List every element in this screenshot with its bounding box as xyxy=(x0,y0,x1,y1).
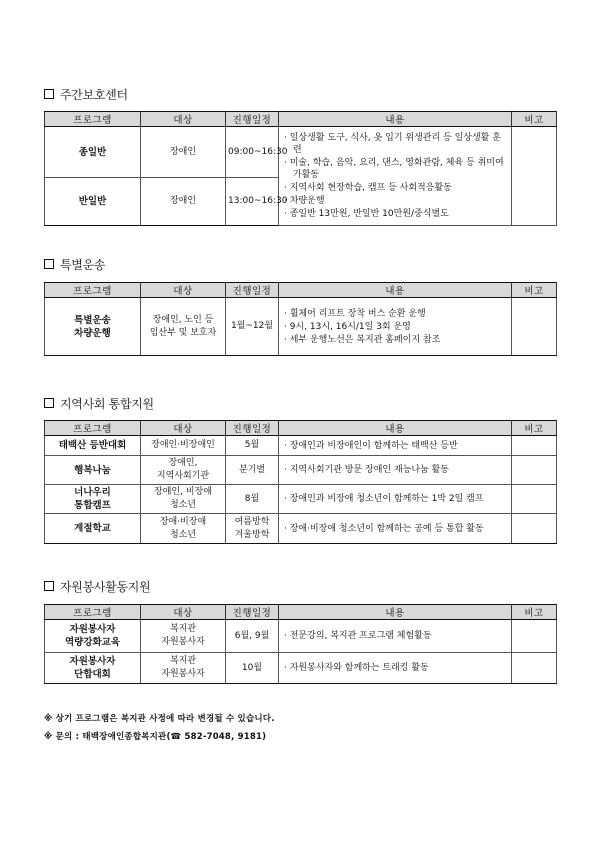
content-item: · 휠체어 리프트 장착 버스 순환 운행 xyxy=(284,308,509,320)
remarks-cell xyxy=(512,456,557,485)
content-cell xyxy=(279,127,512,226)
header-schedule: 진행일정 xyxy=(226,112,279,127)
content-item: · 종일반 13만원, 반일반 10만원/중식별도 xyxy=(284,208,509,220)
content-item: · 장애인과 비장애 청소년이 함께하는 1박 2일 캠프 xyxy=(284,493,509,505)
remarks-cell xyxy=(512,514,557,544)
schedule-cell: 1월~12월 xyxy=(226,298,279,356)
table-row xyxy=(45,485,557,514)
section-title-day-care: 주간보호센터 xyxy=(44,86,128,103)
table-row xyxy=(45,514,557,544)
content-item: · 지역사회기관 방문 장애인 재능나눔 활동 xyxy=(284,464,509,476)
schedule-cell: 여름방학 겨울방학 xyxy=(226,514,279,544)
schedule-cell: 6월, 9월 xyxy=(226,620,279,653)
footnote-contact: ※ 문의 : 태백장애인종합복지관(☎ 582-7048, 9181) xyxy=(44,732,267,742)
section-title-community-support: 지역사회 통합지원 xyxy=(44,395,154,412)
remarks-cell xyxy=(512,127,557,226)
content-item: · 전문강의, 복지관 프로그램 체험활동 xyxy=(284,630,509,642)
content-cell xyxy=(279,456,512,485)
program-cell: 태백산 등반대회 xyxy=(45,436,141,456)
header-remarks: 비고 xyxy=(512,283,557,298)
schedule-cell: 5월 xyxy=(226,436,279,456)
remarks-cell xyxy=(512,485,557,514)
header-target: 대상 xyxy=(141,605,226,620)
checkbox-square-icon xyxy=(44,89,54,99)
target-cell: 장애인 xyxy=(141,178,226,226)
program-cell: 행복나눔 xyxy=(45,456,141,485)
header-schedule: 진행일정 xyxy=(226,605,279,620)
header-schedule: 진행일정 xyxy=(226,421,279,436)
table-row xyxy=(45,456,557,485)
content-cell xyxy=(279,436,512,456)
content-cell xyxy=(279,620,512,653)
special-transport-table xyxy=(44,282,557,356)
volunteer-support-table xyxy=(44,604,557,684)
header-remarks: 비고 xyxy=(512,112,557,127)
header-content: 내용 xyxy=(279,112,512,127)
content-cell xyxy=(279,653,512,684)
target-cell: 장애인 xyxy=(141,127,226,178)
header-content: 내용 xyxy=(279,283,512,298)
content-item: · 미술, 학습, 음악, 요리, 댄스, 영화관람, 체육 등 취미여가활동 xyxy=(284,157,509,181)
table-row xyxy=(45,298,557,356)
header-program: 프로그램 xyxy=(45,421,141,436)
target-cell: 복지관 자원봉사자 xyxy=(141,620,226,653)
checkbox-square-icon xyxy=(44,259,54,269)
header-target: 대상 xyxy=(141,283,226,298)
footnotes xyxy=(44,710,275,746)
schedule-cell: 13:00~16:30 xyxy=(226,178,279,226)
target-cell: 복지관 자원봉사자 xyxy=(141,653,226,684)
table-row xyxy=(45,653,557,684)
content-item: · 지역사회 현장학습, 캠프 등 사회적응활동 xyxy=(284,182,509,194)
target-cell: 장애인, 노인 등 임산부 및 보호자 xyxy=(141,298,226,356)
header-remarks: 비고 xyxy=(512,421,557,436)
checkbox-square-icon xyxy=(44,398,54,408)
schedule-cell: 09:00~16:30 xyxy=(226,127,279,178)
table-row xyxy=(45,436,557,456)
header-program: 프로그램 xyxy=(45,283,141,298)
target-cell: 장애인, 비장애 청소년 xyxy=(141,485,226,514)
content-item: · 자원봉사자와 함께하는 트래킹 활동 xyxy=(284,662,509,674)
table-header-row xyxy=(45,283,557,298)
content-item: · 일상생활 도구, 식사, 옷 입기 위생관리 등 일상생활 훈련 xyxy=(284,132,509,156)
header-target: 대상 xyxy=(141,421,226,436)
day-care-table xyxy=(44,111,557,226)
program-cell: 너나우리 통합캠프 xyxy=(45,485,141,514)
header-target: 대상 xyxy=(141,112,226,127)
table-row xyxy=(45,127,557,178)
program-cell: 종일반 xyxy=(45,127,141,178)
section-title-volunteer-support: 자원봉사활동지원 xyxy=(44,578,150,595)
header-program: 프로그램 xyxy=(45,605,141,620)
content-item: · 9시, 13시, 16시/1일 3회 운영 xyxy=(284,321,509,333)
program-cell: 특별운송 차량운행 xyxy=(45,298,141,356)
program-cell: 반일반 xyxy=(45,178,141,226)
remarks-cell xyxy=(512,436,557,456)
target-cell: 장애·비장애 청소년 xyxy=(141,514,226,544)
header-schedule: 진행일정 xyxy=(226,283,279,298)
schedule-cell: 8월 xyxy=(226,485,279,514)
remarks-cell xyxy=(512,653,557,684)
program-cell: 자원봉사자 역량강화교육 xyxy=(45,620,141,653)
checkbox-square-icon xyxy=(44,581,54,591)
schedule-cell: 분기별 xyxy=(226,456,279,485)
content-cell xyxy=(279,514,512,544)
remarks-cell xyxy=(512,620,557,653)
remarks-cell xyxy=(512,298,557,356)
schedule-cell: 10월 xyxy=(226,653,279,684)
content-cell xyxy=(279,485,512,514)
table-row xyxy=(45,620,557,653)
header-content: 내용 xyxy=(279,421,512,436)
footnote-change-notice: ※ 상기 프로그램은 복지관 사정에 따라 변경될 수 있습니다. xyxy=(44,714,275,724)
content-item: · 장애·비장애 청소년이 함께하는 공예 등 통합 활동 xyxy=(284,523,509,535)
table-header-row xyxy=(45,112,557,127)
content-item: · 세부 운행노선은 복지관 홈페이지 참조 xyxy=(284,334,509,346)
header-remarks: 비고 xyxy=(512,605,557,620)
content-item: · 차량운행 xyxy=(284,195,509,207)
header-content: 내용 xyxy=(279,605,512,620)
header-program: 프로그램 xyxy=(45,112,141,127)
community-support-table xyxy=(44,420,557,544)
content-item: · 장애인과 비장애인이 함께하는 태백산 등반 xyxy=(284,440,509,452)
program-cell: 계절학교 xyxy=(45,514,141,544)
section-title-special-transport: 특별운송 xyxy=(44,256,105,273)
target-cell: 장애인·비장애인 xyxy=(141,436,226,456)
program-cell: 자원봉사자 단합대회 xyxy=(45,653,141,684)
target-cell: 장애인, 지역사회기관 xyxy=(141,456,226,485)
table-header-row xyxy=(45,421,557,436)
content-cell xyxy=(279,298,512,356)
table-header-row xyxy=(45,605,557,620)
